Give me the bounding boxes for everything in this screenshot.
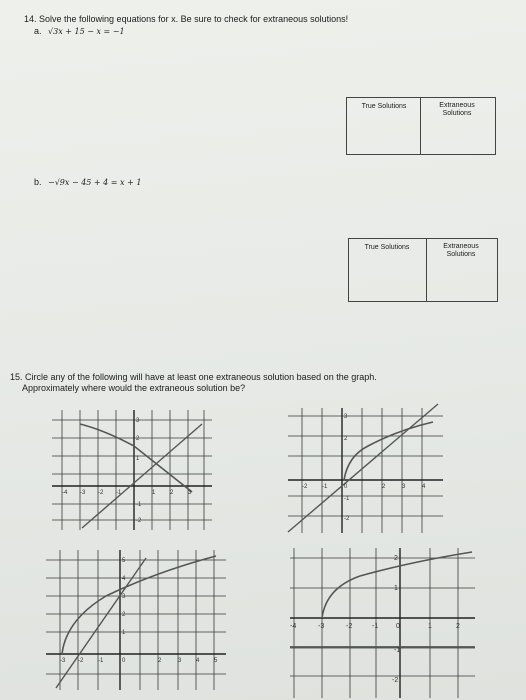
svg-text:3: 3 (122, 594, 126, 600)
graph-bottom-left (46, 550, 226, 690)
line (288, 404, 438, 532)
table-b-divider (426, 238, 427, 301)
svg-text:2: 2 (158, 658, 162, 664)
problem-14-heading: 14. Solve the following equations for x. Be sure to check for extraneous solutions! (24, 14, 349, 24)
svg-text:2: 2 (456, 623, 460, 630)
svg-text:-1: -1 (344, 496, 350, 502)
svg-text:4: 4 (196, 658, 200, 664)
svg-text:-1: -1 (98, 658, 104, 664)
svg-text:-2: -2 (346, 623, 353, 630)
svg-text:-1: -1 (136, 502, 142, 508)
problem-14a-equation: √3x + 15 − x = −1 (48, 27, 125, 36)
svg-text:3: 3 (188, 490, 192, 496)
problem-14b-equation: −√9x − 45 + 4 = x + 1 (48, 178, 142, 187)
table-a-divider (420, 97, 421, 154)
table-a-extraneous-header: Extraneous Solutions (439, 102, 475, 117)
svg-text:-2: -2 (98, 490, 104, 496)
svg-text:3: 3 (178, 658, 182, 664)
svg-text:-4: -4 (62, 490, 68, 496)
svg-text:-2: -2 (302, 484, 308, 490)
svg-text:1: 1 (394, 585, 398, 592)
problem-14b-label: b. (34, 177, 42, 187)
svg-text:1: 1 (428, 623, 432, 630)
problem-15-heading: 15. Circle any of the following will have at least one extraneous solution based on the graph. (10, 372, 377, 382)
svg-text:5: 5 (214, 658, 218, 664)
svg-text:-2: -2 (392, 677, 399, 684)
curve (62, 556, 216, 654)
svg-text:2: 2 (394, 555, 398, 562)
svg-text:3: 3 (344, 414, 348, 420)
svg-text:0: 0 (344, 484, 348, 490)
svg-text:4: 4 (122, 576, 126, 582)
svg-text:-3: -3 (318, 623, 325, 630)
problem-15-subheading: Approximately where would the extraneous solution be? (22, 383, 246, 393)
svg-text:4: 4 (422, 484, 426, 490)
svg-text:2: 2 (382, 484, 386, 490)
svg-text:1: 1 (122, 630, 126, 636)
graph-bottom-right (290, 548, 475, 698)
table-b-true-header: True Solutions (364, 244, 410, 251)
svg-text:-2: -2 (136, 518, 142, 524)
svg-text:2: 2 (170, 490, 174, 496)
svg-text:-1: -1 (372, 623, 379, 630)
svg-text:-3: -3 (60, 658, 66, 664)
svg-text:1: 1 (152, 490, 156, 496)
line (56, 558, 146, 688)
graph-grid (52, 410, 212, 530)
svg-text:-4: -4 (290, 623, 297, 630)
svg-text:0: 0 (122, 658, 126, 664)
svg-text:1: 1 (136, 456, 140, 462)
svg-text:-2: -2 (78, 658, 84, 664)
svg-text:3: 3 (402, 484, 406, 490)
svg-text:-1: -1 (116, 490, 122, 496)
svg-text:5: 5 (122, 558, 126, 564)
table-a-true-header: True Solutions (361, 103, 407, 110)
svg-text:2: 2 (122, 612, 126, 618)
curve (344, 422, 433, 480)
svg-text:-2: -2 (344, 516, 350, 522)
svg-text:-3: -3 (80, 490, 86, 496)
graph-top-left (52, 410, 212, 530)
svg-text:2: 2 (136, 436, 140, 442)
problem-14a-label: a. (34, 26, 42, 36)
table-b-extraneous-header: Extraneous Solutions (443, 243, 479, 258)
graph-top-right (288, 408, 443, 533)
line (82, 424, 202, 528)
svg-text:3: 3 (136, 418, 140, 424)
svg-text:2: 2 (344, 436, 348, 442)
svg-text:0: 0 (396, 623, 400, 630)
svg-text:-1: -1 (394, 647, 401, 654)
svg-text:-1: -1 (322, 484, 328, 490)
